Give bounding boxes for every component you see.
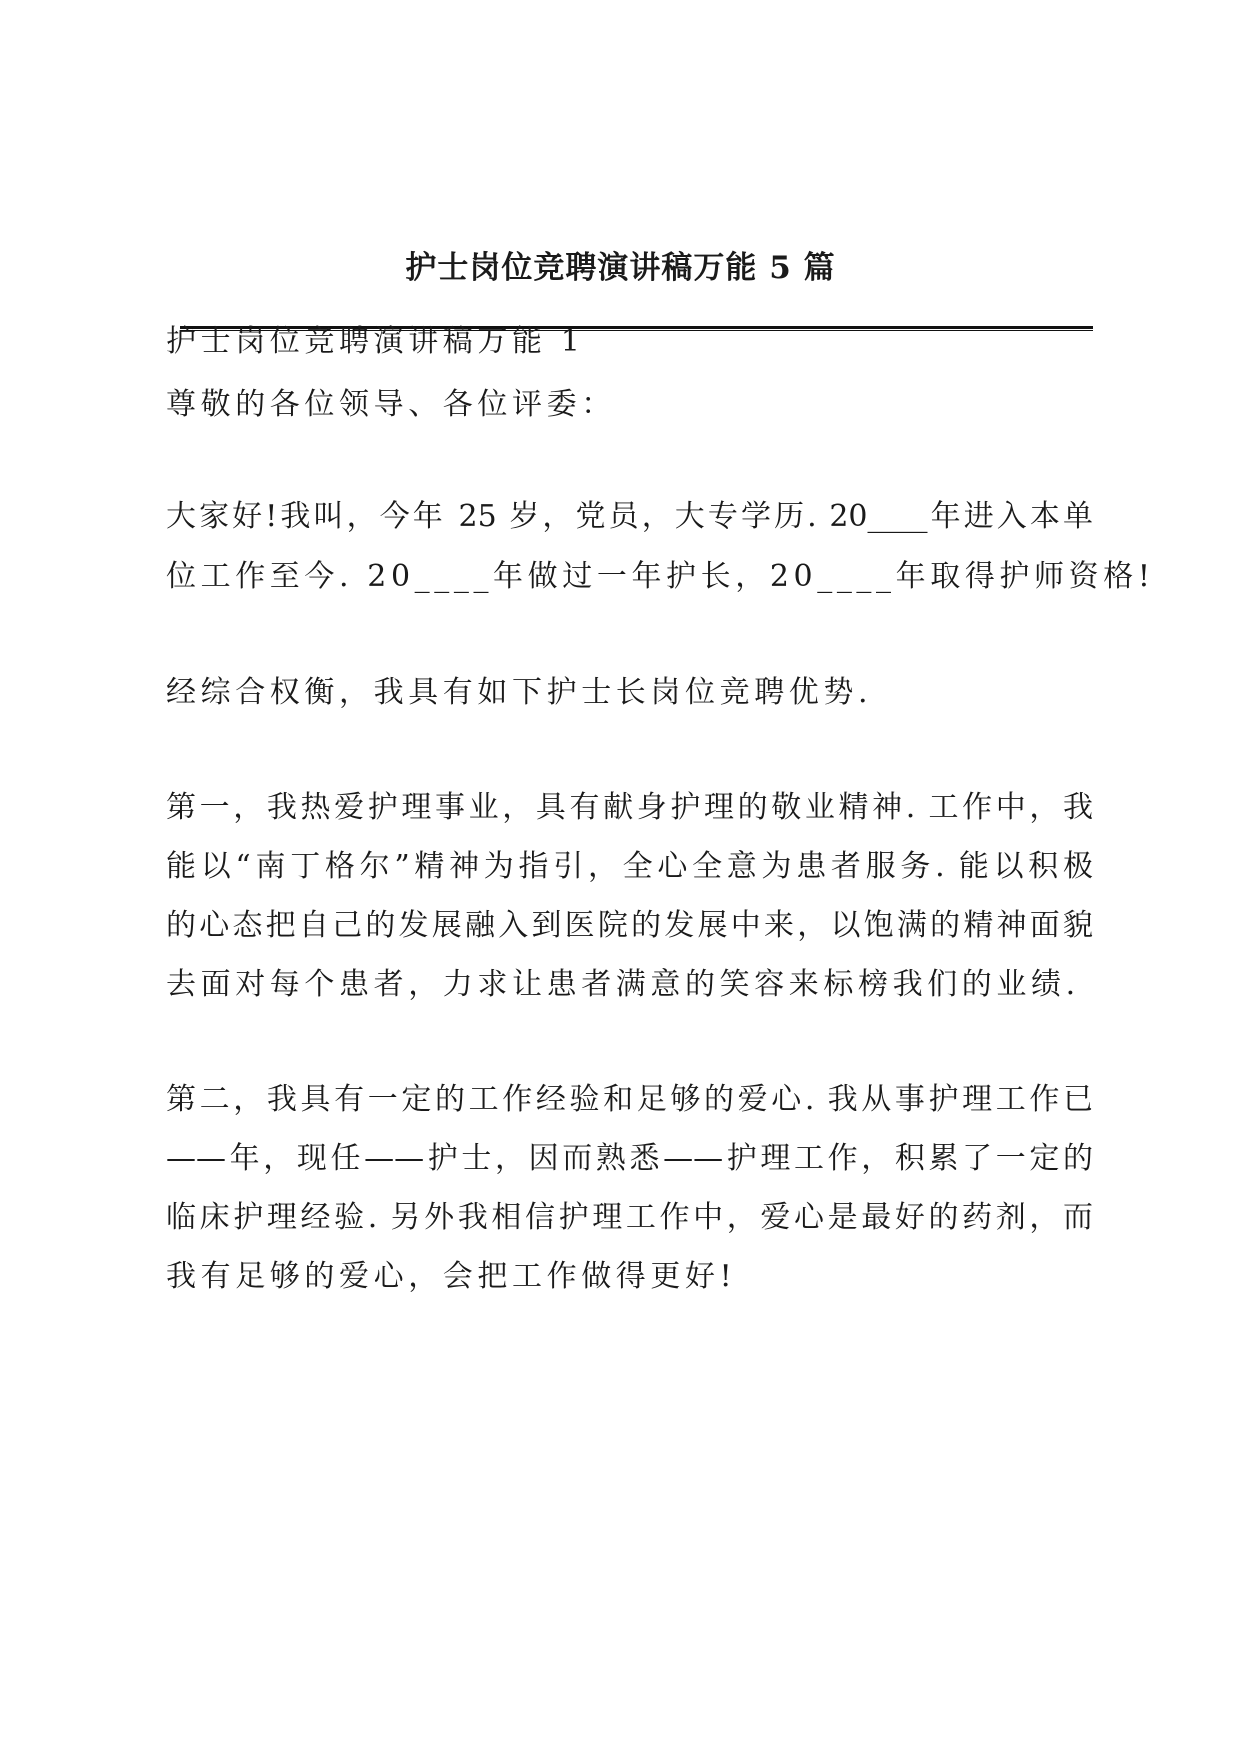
paragraph-line: 去面对每个患者，力求让患者满意的笑容来标榜我们的业绩.: [166, 967, 1080, 1002]
document-title: 护士岗位竞聘演讲稿万能 5 篇: [405, 250, 836, 286]
paragraph-line: 能以“南丁格尔”精神为指引，全心全意为患者服务. 能以积极: [166, 849, 1093, 884]
paragraph-line: 的心态把自己的发展融入到医院的发展中来，以饱满的精神面貌: [166, 908, 1093, 943]
paragraph-line: 第二，我具有一定的工作经验和足够的爱心. 我从事护理工作已: [166, 1082, 1093, 1117]
paragraph-line: 位工作至今. 20____年做过一年护长，20____年取得护师资格!: [166, 559, 1155, 594]
section-heading: 护士岗位竞聘演讲稿万能 1: [166, 324, 585, 359]
paragraph-line: 临床护理经验. 另外我相信护理工作中，爱心是最好的药剂，而: [166, 1200, 1093, 1235]
paragraph-line: 我有足够的爱心，会把工作做得更好!: [166, 1259, 737, 1294]
paragraph-line: ——年，现任——护士，因而熟悉——护理工作，积累了一定的: [166, 1141, 1093, 1176]
paragraph-line: 大家好!我叫，今年 25 岁，党员，大专学历. 20____年进入本单: [166, 499, 1093, 534]
paragraph-line: 经综合权衡，我具有如下护士长岗位竞聘优势.: [166, 675, 873, 710]
paragraph-line: 第一，我热爱护理事业，具有献身护理的敬业精神. 工作中，我: [166, 790, 1093, 825]
salutation: 尊敬的各位领导、各位评委：: [166, 387, 616, 422]
